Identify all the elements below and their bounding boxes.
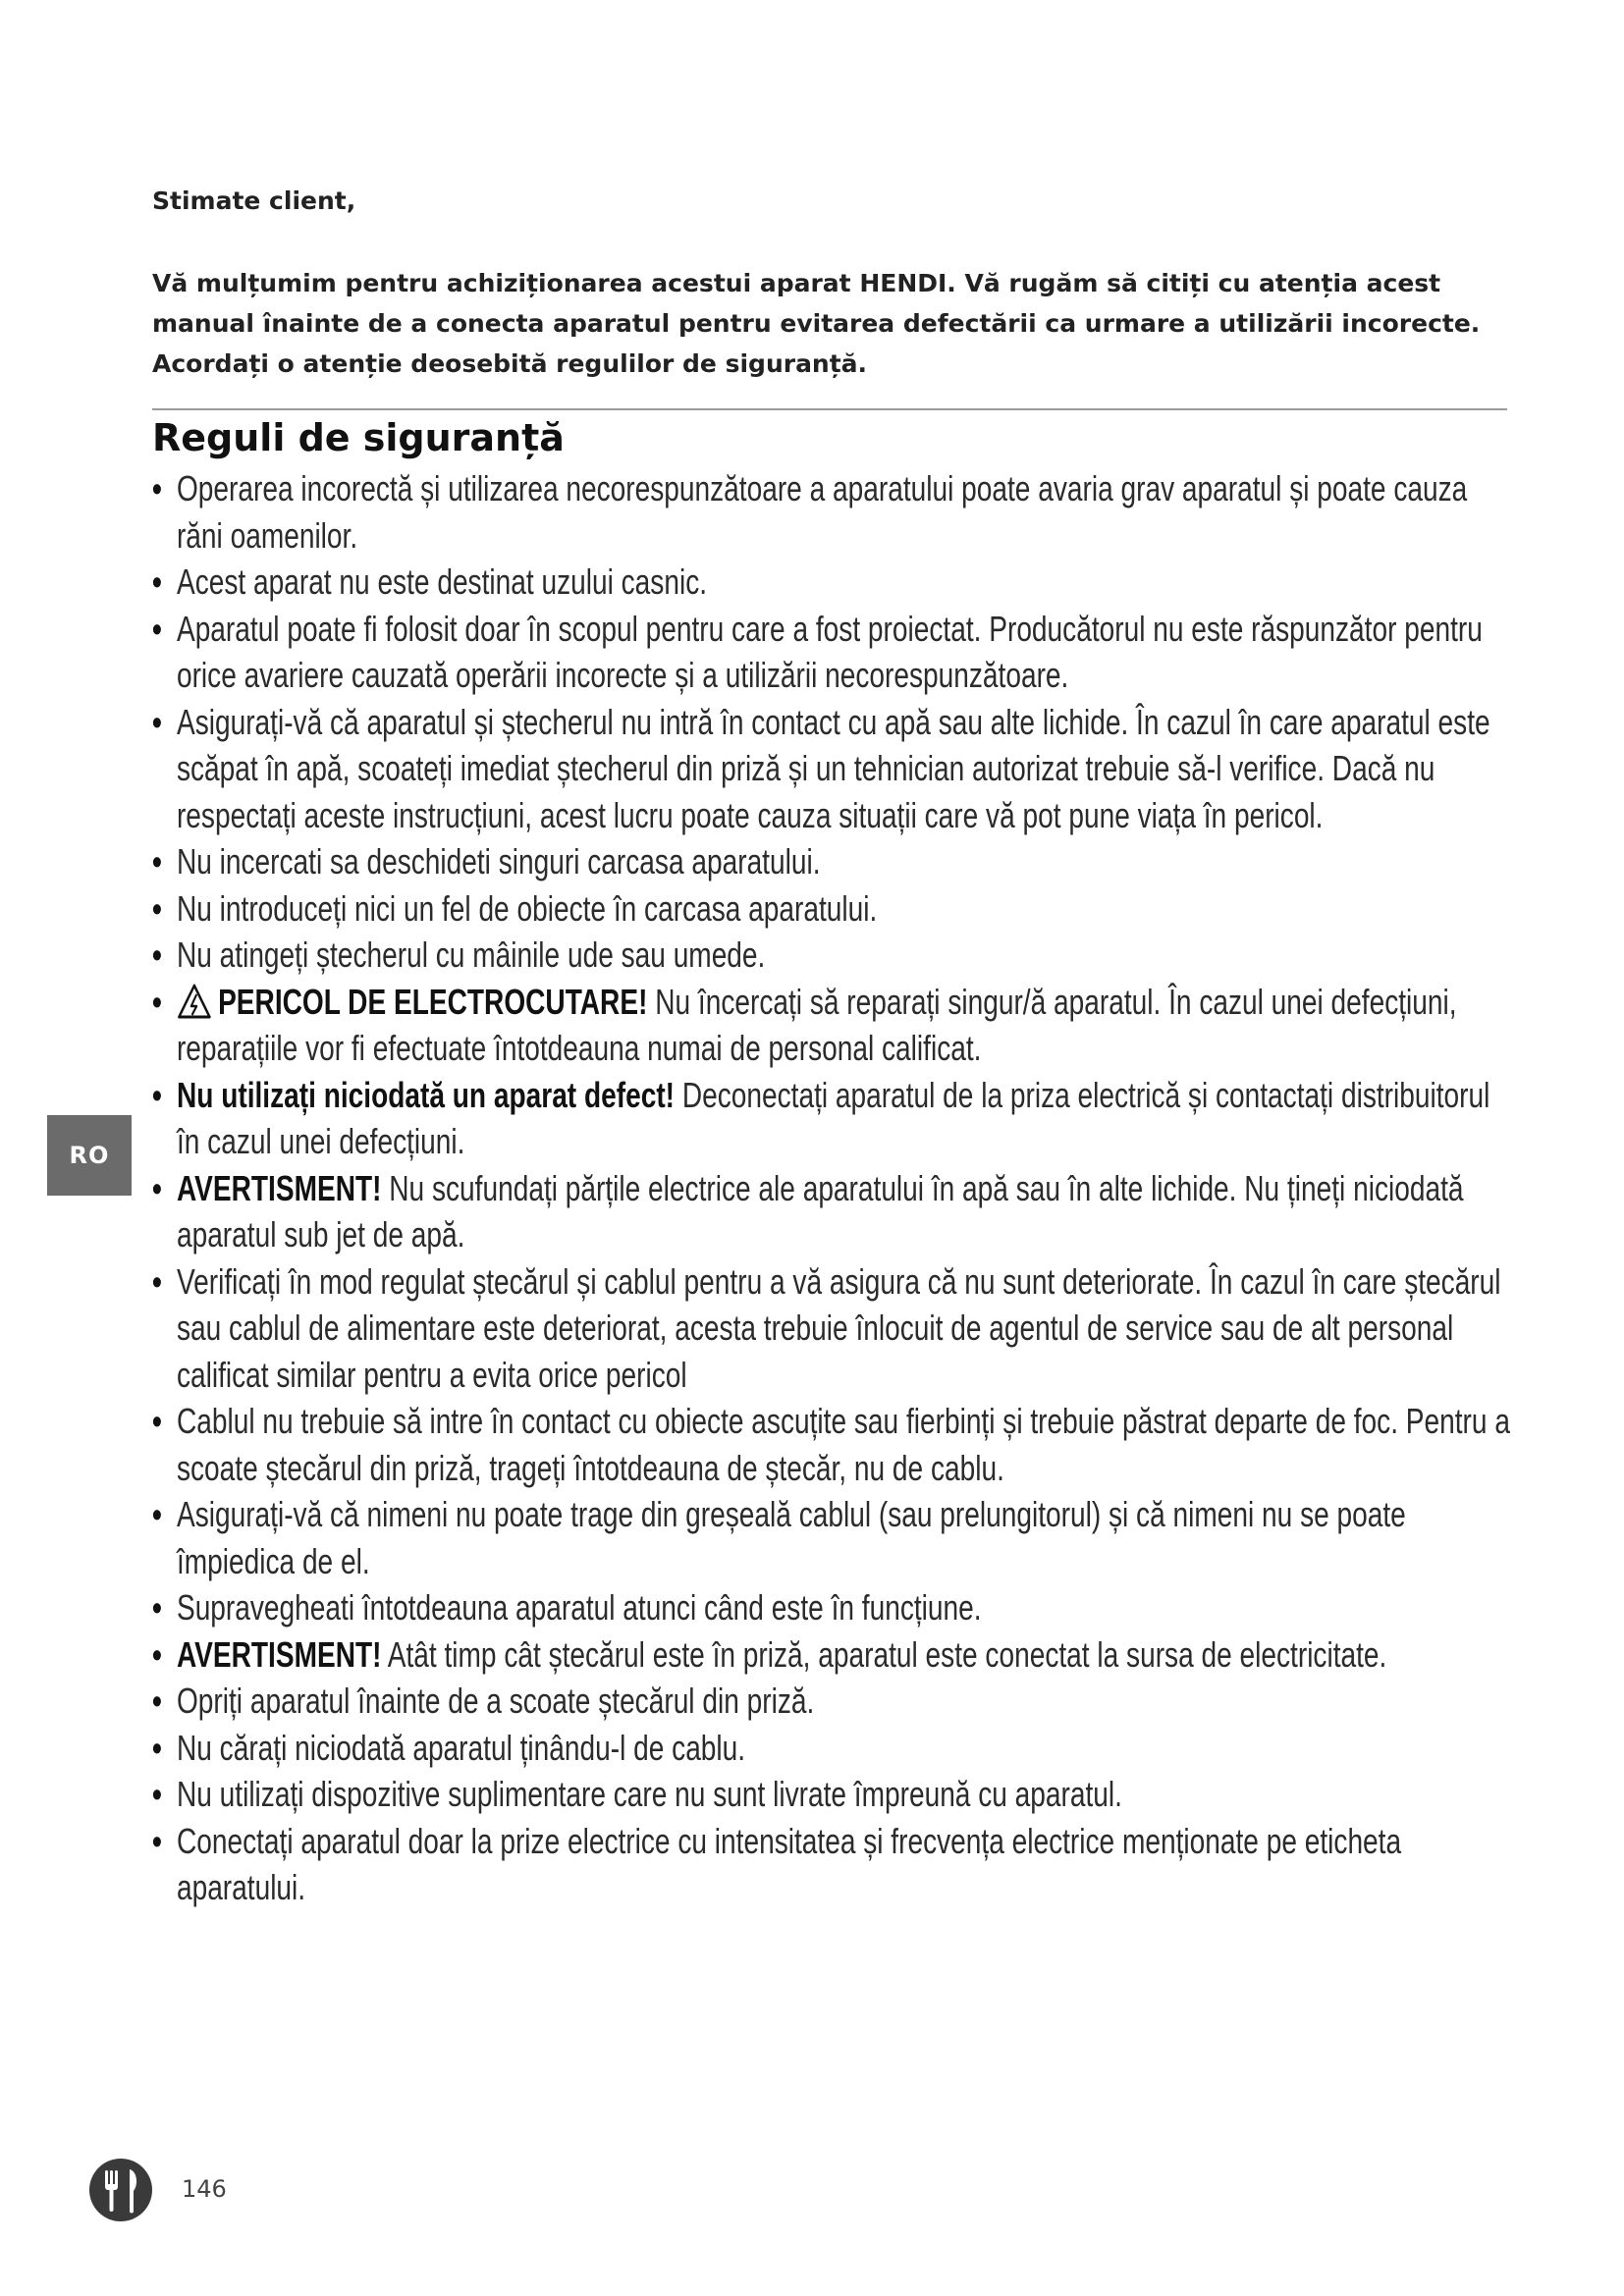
bullet: • (152, 1633, 162, 1675)
rule-emphasis: AVERTISMENT! (176, 1167, 382, 1208)
bullet: • (152, 887, 162, 929)
bullet: • (152, 1167, 162, 1208)
list-item (152, 885, 1519, 933)
bullet: • (152, 468, 162, 508)
rule-text: Aparatul poate fi folosit doar în scopul pentru care a fost proiectat. Producătorul nu este răspunzător pentru orice avariere cauzată operării incorecte și a utilizării necorespunzătoare. (176, 608, 1483, 695)
list-item (152, 838, 1519, 885)
rule-text: Nu utilizați dispozitive suplimentare care nu sunt livrate împreună cu aparatul. (176, 1774, 1122, 1814)
list-item (152, 559, 1519, 606)
intro-paragraph: Vă mulțumim pentru achiziționarea acestui aparat HENDI. Vă rugăm să citiți cu atenția acest manual înainte de a conecta aparatul pentru evitarea defectării ca urmare a utilizării incorecte. Acordați o atenție deosebită regulilor de siguranță. (152, 269, 1481, 378)
list-item (152, 1631, 1519, 1679)
rule-text: Supravegheati întotdeauna aparatul atunci când este în funcțiune. (176, 1587, 982, 1628)
list-item (152, 979, 1519, 1072)
bullet: • (152, 1260, 162, 1302)
rule-text: Nu incercati sa deschideti singuri carcasa aparatului. (176, 841, 821, 881)
list-item (152, 1678, 1519, 1725)
list-item (152, 1771, 1519, 1818)
rule-text: Deconectați aparatul de la priza electrică și contactați distribuitorul în cazul unei defecțiuni. (176, 1074, 1490, 1161)
bullet: • (152, 1587, 162, 1628)
rule-text: Nu atingeți ștecherul cu mâinile ude sau umede. (176, 934, 766, 975)
rule-text: Cablul nu trebuie să intre în contact cu obiecte ascuțite sau fierbinți și trebuie păstrat departe de foc. Pentru a scoate ștecărul din priză, trageți întotdeauna de ștecăr, nu de cablu. (176, 1401, 1510, 1488)
rule-text: Nu cărați niciodată aparatul ținându-l de cablu. (176, 1727, 746, 1768)
list-item (152, 1165, 1519, 1258)
list-item (152, 1584, 1519, 1631)
rule-text: Atât timp cât ștecărul este în priză, aparatul este conectat la sursa de electricitate. (381, 1633, 1387, 1675)
bullet: • (152, 981, 162, 1022)
safety-rules-list (152, 465, 1519, 1911)
rule-text: Asigurați-vă că nimeni nu poate trage din greșeală cablul (sau prelungitorul) și că nimeni nu se poate împiedica de el. (176, 1494, 1406, 1581)
list-item (152, 1818, 1519, 1911)
rule-text: Asigurați-vă că aparatul și ștecherul nu intră în contact cu apă sau alte lichide. În cazul în care aparatul este scăpat în apă, scoateți imediat ștecherul din priză și un tehnician autorizat trebuie să-l verifice. Dacă nu respectați aceste instrucțiuni, acest lucru poate cauza situații care vă pot pune viața în pericol. (176, 701, 1490, 835)
rule-text: Verificați în mod regulat ștecărul și cablul pentru a vă asigura că nu sunt deteriorate. În cazul în care ștecărul sau cablul de alimentare este deteriorat, acesta trebuie înlocuit de agentul de service sau de alt personal calificat similar pentru a evita orice pericol (176, 1260, 1501, 1395)
rule-text: Nu introduceți nici un fel de obiecte în carcasa aparatului. (176, 887, 878, 929)
bullet: • (152, 1774, 162, 1814)
cutlery-logo-icon (88, 2158, 153, 2222)
bullet: • (152, 1401, 162, 1441)
section-title: Reguli de siguranță (152, 416, 565, 459)
list-item (152, 465, 1519, 559)
rule-text: Nu încercați să reparați singur/ă aparatul. În cazul unei defecțiuni, reparațiile vor fi efectuate întotdeauna numai de personal calificat. (176, 981, 1457, 1068)
rule-emphasis: PERICOL DE ELECTROCUTARE! (218, 981, 648, 1022)
list-item (152, 1398, 1519, 1491)
rule-text: Nu scufundați părțile electrice ale aparatului în apă sau în alte lichide. Nu țineți niciodată aparatul sub jet de apă. (176, 1167, 1464, 1255)
list-item (152, 1258, 1519, 1399)
bullet: • (152, 701, 162, 742)
bullet: • (152, 608, 162, 649)
bullet: • (152, 1727, 162, 1768)
greeting: Stimate client, (152, 187, 356, 215)
electric-hazard-triangle-icon (177, 983, 212, 1020)
rule-emphasis: AVERTISMENT! (176, 1633, 382, 1675)
bullet: • (152, 934, 162, 975)
rule-text: Opriți aparatul înainte de a scoate ștecărul din priză. (176, 1681, 815, 1721)
rule-text: Conectați aparatul doar la prize electrice cu intensitatea și frecvența electrice menționate pe eticheta aparatului. (176, 1820, 1402, 1907)
list-item (152, 606, 1519, 699)
bullet: • (152, 1494, 162, 1534)
language-tab: RO (47, 1115, 132, 1196)
rule-emphasis: Nu utilizați niciodată un aparat defect! (176, 1074, 676, 1115)
rule-text: Acest aparat nu este destinat uzului casnic. (176, 561, 708, 602)
list-item (152, 699, 1519, 839)
bullet: • (152, 1681, 162, 1721)
list-item (152, 1072, 1519, 1165)
list-item (152, 932, 1519, 979)
list-item (152, 1491, 1519, 1584)
list-item (152, 1725, 1519, 1772)
rule-text: Operarea incorectă și utilizarea necorespunzătoare a aparatului poate avaria grav aparatul și poate cauza răni oamenilor. (176, 468, 1468, 556)
bullet: • (152, 1074, 162, 1115)
bullet: • (152, 841, 162, 881)
bullet: • (152, 561, 162, 602)
bullet: • (152, 1820, 162, 1861)
page-number: 146 (182, 2175, 227, 2203)
